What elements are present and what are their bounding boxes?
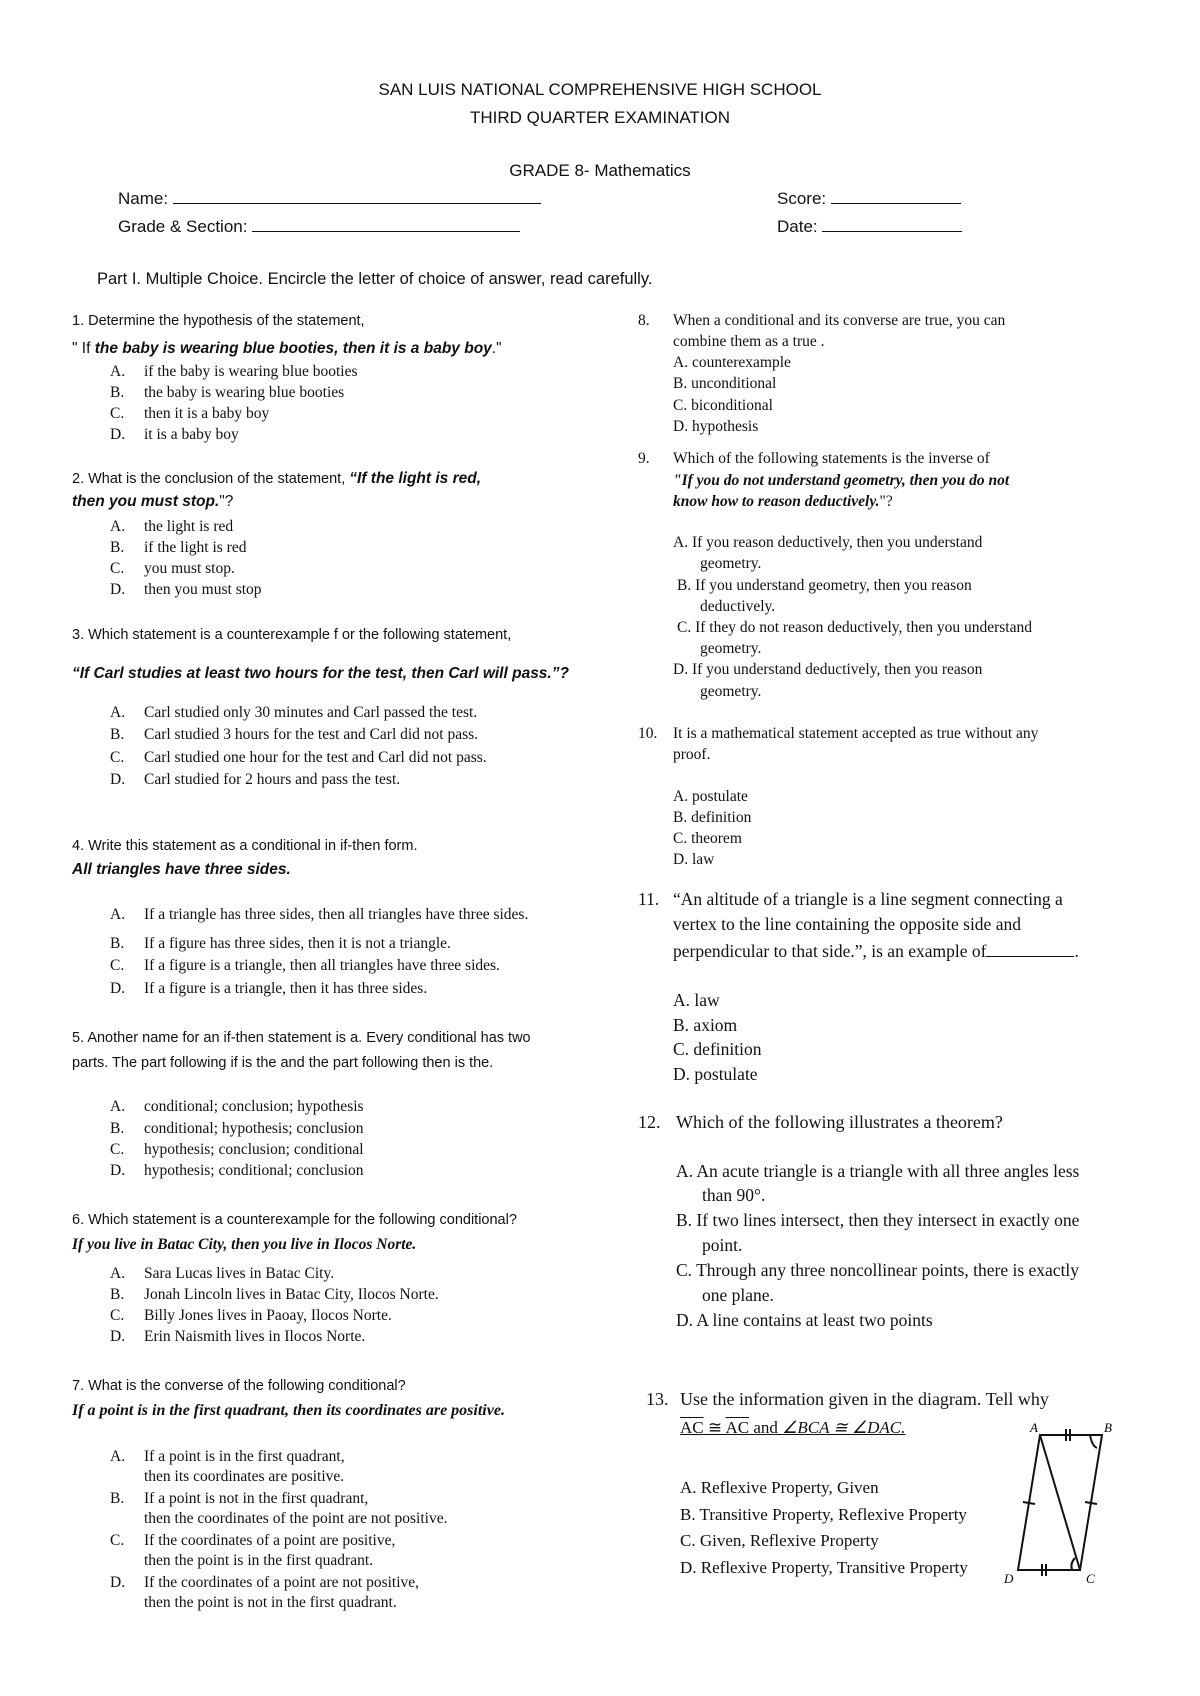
question-1-choice-a[interactable]: A. if the baby is wearing blue booties (110, 363, 358, 380)
name-blank[interactable] (173, 187, 541, 204)
question-4-choice-d[interactable]: D. If a figure is a triangle, then it has three sides. (110, 980, 428, 997)
question-2-choice-a[interactable]: A. the light is red (110, 518, 234, 535)
question-13-number: 13. (646, 1389, 669, 1409)
exam-title: THIRD QUARTER EXAMINATION (469, 108, 731, 127)
question-2-statement-end: then you must stop."? (72, 493, 234, 510)
question-2-stem: 2. What is the conclusion of the statement, “If the light is red, (72, 470, 482, 487)
question-4-choice-b[interactable]: B. If a figure has three sides, then it is not a triangle. (110, 935, 451, 952)
question-11-blank[interactable] (986, 939, 1074, 957)
subject-title: GRADE 8- Mathematics (509, 161, 691, 180)
name-field[interactable] (118, 187, 541, 209)
question-7-choice-c-line-2[interactable]: then the point is in the first quadrant. (144, 1552, 374, 1569)
diagonal-ac (1040, 1435, 1080, 1570)
question-5-stem-line-1: 5. Another name for an if-then statement is a. Every conditional has two (72, 1030, 531, 1046)
question-6-stem: 6. Which statement is a counterexample for the following conditional? (72, 1212, 517, 1228)
score-field[interactable] (777, 187, 961, 209)
question-13-given: AC ≅ AC and ∠BCA ≅ ∠DAC. (680, 1418, 906, 1437)
question-5-stem-line-2: parts. The part following if is the and the part following then is the. (72, 1055, 494, 1071)
question-7-choice-d[interactable]: D. If the coordinates of a point are not positive, (110, 1574, 420, 1591)
score-label: Score: (777, 189, 827, 208)
question-5-choice-a[interactable]: A. conditional; conclusion; hypothesis (110, 1098, 364, 1115)
name-label: Name: (118, 189, 169, 208)
question-9-choice-d-line-2[interactable]: geometry. (700, 683, 762, 700)
question-8-line-2: combine them as a true . (673, 333, 825, 350)
date-field[interactable] (777, 215, 962, 237)
grade-section-blank[interactable] (252, 215, 520, 232)
question-4-choice-c[interactable]: C. If a figure is a triangle, then all triangles have three sides. (110, 957, 500, 974)
question-10-choice-c[interactable]: C. theorem (673, 830, 742, 847)
question-1-choice-d[interactable]: D. it is a baby boy (110, 426, 239, 443)
question-6-choice-b[interactable]: B. Jonah Lincoln lives in Batac City, Ilocos Norte. (110, 1286, 439, 1303)
question-4-choice-a[interactable]: A. If a triangle has three sides, then all triangles have three sides. (110, 906, 529, 923)
question-8-choice-d[interactable]: D. hypothesis (673, 418, 759, 435)
question-12-choice-a-line-2[interactable]: than 90°. (702, 1185, 766, 1205)
question-8-choice-c[interactable]: C. biconditional (673, 397, 773, 414)
question-5-choice-c[interactable]: C. hypothesis; conclusion; conditional (110, 1141, 364, 1158)
question-11-line-2: vertex to the line containing the opposite side and (673, 914, 1021, 934)
question-7-choice-c[interactable]: C. If the coordinates of a point are positive, (110, 1532, 396, 1549)
grade-section-label: Grade & Section: (118, 217, 248, 236)
question-3-statement: “If Carl studies at least two hours for the test, then Carl will pass.”? (72, 665, 569, 682)
question-12-number: 12. (638, 1112, 661, 1132)
question-12-choice-b-line-2[interactable]: point. (702, 1235, 743, 1255)
question-9-choice-b[interactable]: B. If you understand geometry, then you reason (677, 577, 972, 594)
question-4-stem: 4. Write this statement as a conditional in if-then form. (72, 838, 418, 854)
question-9-number: 9. (638, 450, 650, 467)
question-3-choice-d[interactable]: D. Carl studied for 2 hours and pass the test. (110, 771, 401, 788)
question-10-choice-b[interactable]: B. definition (673, 809, 752, 826)
question-6-statement: If you live in Batac City, then you live in Ilocos Norte. (72, 1236, 417, 1253)
question-8-line-1: When a conditional and its converse are true, you can (673, 312, 1006, 329)
question-7-stem: 7. What is the converse of the following conditional? (72, 1378, 406, 1394)
question-1-stem: 1. Determine the hypothesis of the statement, (72, 313, 365, 329)
question-6-choice-c[interactable]: C. Billy Jones lives in Paoay, Ilocos Norte. (110, 1307, 392, 1324)
question-1-choice-c[interactable]: C. then it is a baby boy (110, 405, 270, 422)
question-11-line-3: perpendicular to that side.”, is an example of . (673, 941, 1079, 961)
vertex-label-a: A (1030, 1420, 1038, 1435)
vertex-label-c: C (1086, 1571, 1095, 1586)
part-one-instructions: Part I. Multiple Choice. Encircle the letter of choice of answer, read carefully. (97, 270, 653, 288)
question-5-choice-b[interactable]: B. conditional; hypothesis; conclusion (110, 1120, 364, 1137)
question-5-choice-d[interactable]: D. hypothesis; conditional; conclusion (110, 1162, 364, 1179)
question-8-number: 8. (638, 312, 650, 329)
question-11-number: 11. (638, 889, 660, 909)
school-name: SAN LUIS NATIONAL COMPREHENSIVE HIGH SCHOOL (378, 80, 822, 99)
question-9-choice-c-line-2[interactable]: geometry. (700, 640, 762, 657)
question-9-choice-b-line-2[interactable]: deductively. (700, 598, 776, 615)
question-13-stem: Use the information given in the diagram. Tell why (680, 1389, 1049, 1409)
question-3-stem: 3. Which statement is a counterexample f or the following statement, (72, 627, 512, 643)
question-13-choice-b[interactable]: B. Transitive Property, Reflexive Property (680, 1505, 967, 1524)
question-12-choice-c-line-2[interactable]: one plane. (702, 1285, 774, 1305)
question-13-choice-a[interactable]: A. Reflexive Property, Given (680, 1478, 879, 1497)
date-blank[interactable] (822, 215, 962, 232)
question-6-choice-a[interactable]: A. Sara Lucas lives in Batac City. (110, 1265, 335, 1282)
parallelogram-diagram (1000, 1418, 1110, 1588)
question-12-choice-d[interactable]: D. A line contains at least two points (676, 1310, 933, 1330)
question-10-choice-a[interactable]: A. postulate (673, 788, 748, 805)
question-7-choice-d-line-2[interactable]: then the point is not in the first quadrant. (144, 1594, 397, 1611)
question-12-stem: Which of the following illustrates a theorem? (676, 1112, 1003, 1132)
question-10-line-2: proof. (673, 746, 711, 763)
question-10-line-1: It is a mathematical statement accepted as true without any (673, 725, 1039, 742)
question-7-choice-b[interactable]: B. If a point is not in the first quadrant, (110, 1490, 369, 1507)
question-10-number: 10. (638, 725, 658, 742)
question-12-choice-b[interactable]: B. If two lines intersect, then they intersect in exactly one (676, 1210, 1080, 1230)
question-1-statement: " If the baby is wearing blue booties, then it is a baby boy." (72, 340, 502, 357)
question-3-choice-c[interactable]: C. Carl studied one hour for the test and Carl did not pass. (110, 749, 487, 766)
question-11-choice-c[interactable]: C. definition (673, 1039, 762, 1059)
question-4-statement: All triangles have three sides. (72, 861, 291, 878)
question-9-choice-a[interactable]: A. If you reason deductively, then you understand (673, 534, 983, 551)
score-blank[interactable] (831, 187, 961, 204)
question-7-choice-a[interactable]: A. If a point is in the first quadrant, (110, 1448, 345, 1465)
question-1-choice-b[interactable]: B. the baby is wearing blue booties (110, 384, 345, 401)
question-11-choice-d[interactable]: D. postulate (673, 1064, 758, 1084)
question-2-choice-b[interactable]: B. if the light is red (110, 539, 247, 556)
question-11-choice-a[interactable]: A. law (673, 990, 720, 1010)
question-13-choice-d[interactable]: D. Reflexive Property, Transitive Property (680, 1558, 968, 1577)
question-9-choice-a-line-2[interactable]: geometry. (700, 555, 762, 572)
question-8-choice-b[interactable]: B. unconditional (673, 375, 777, 392)
question-7-choice-b-line-2[interactable]: then the coordinates of the point are not positive. (144, 1510, 448, 1527)
question-3-choice-a[interactable]: A. Carl studied only 30 minutes and Carl passed the test. (110, 704, 478, 721)
question-7-statement: If a point is in the first quadrant, then its coordinates are positive. (72, 1402, 505, 1419)
question-12-choice-c[interactable]: C. Through any three noncollinear points, there is exactly (676, 1260, 1080, 1280)
question-7-choice-a-line-2[interactable]: then its coordinates are positive. (144, 1468, 345, 1485)
question-9-choice-d[interactable]: D. If you understand deductively, then you reason (673, 661, 983, 678)
grade-section-field[interactable] (118, 215, 520, 237)
question-12-choice-a[interactable]: A. An acute triangle is a triangle with all three angles less (676, 1161, 1080, 1181)
question-2-choice-d[interactable]: D. then you must stop (110, 581, 262, 598)
question-9-statement-line-2: know how to reason deductively."? (673, 493, 893, 510)
question-3-choice-b[interactable]: B. Carl studied 3 hours for the test and Carl did not pass. (110, 726, 479, 743)
question-11-choice-b[interactable]: B. axiom (673, 1015, 738, 1035)
question-9-line-1: Which of the following statements is the inverse of (673, 450, 990, 467)
date-label: Date: (777, 217, 818, 236)
vertex-label-b: B (1104, 1420, 1112, 1435)
question-11-line-1: “An altitude of a triangle is a line segment connecting a (673, 889, 1063, 909)
question-13-choice-c[interactable]: C. Given, Reflexive Property (680, 1531, 879, 1550)
question-2-choice-c[interactable]: C. you must stop. (110, 560, 235, 577)
vertex-label-d: D (1004, 1571, 1014, 1586)
question-9-statement-line-1: "If you do not understand geometry, then you do not (673, 472, 1010, 489)
question-8-choice-a[interactable]: A. counterexample (673, 354, 791, 371)
question-10-choice-d[interactable]: D. law (673, 851, 715, 868)
question-9-choice-c[interactable]: C. If they do not reason deductively, then you understand (677, 619, 1032, 636)
question-6-choice-d[interactable]: D. Erin Naismith lives in Ilocos Norte. (110, 1328, 366, 1345)
